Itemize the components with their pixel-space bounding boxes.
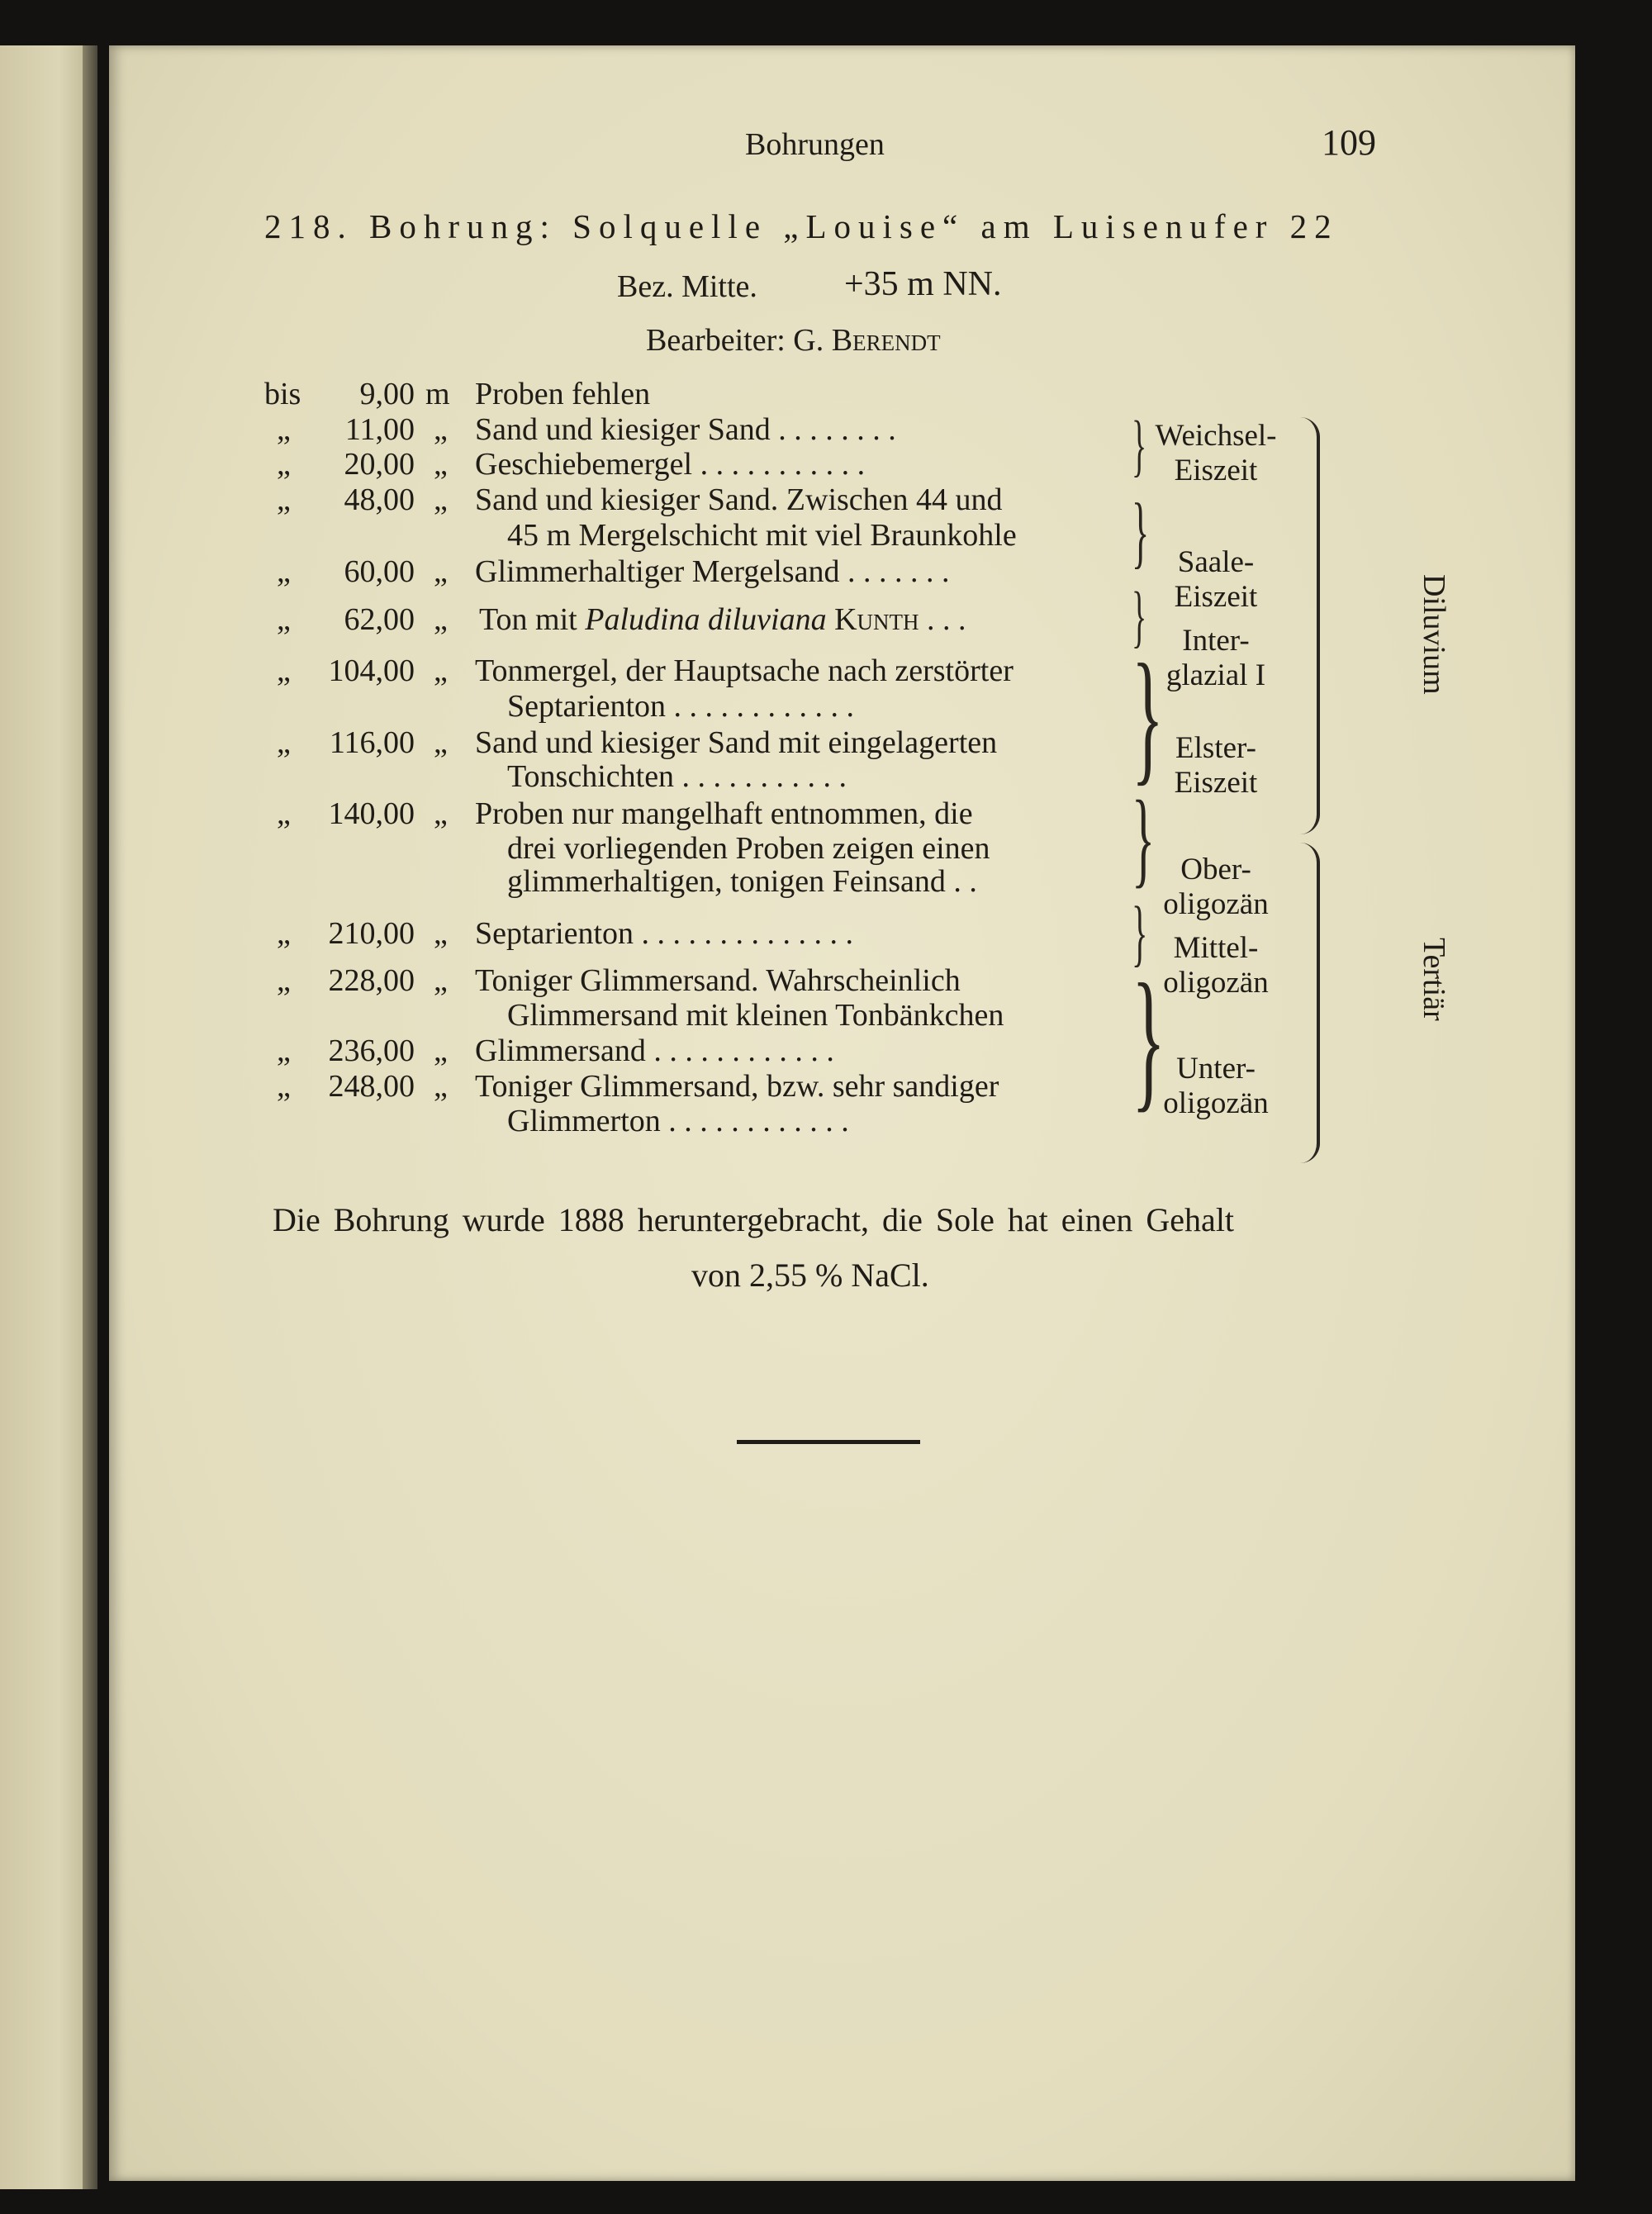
- stage-label-line: Inter-: [1182, 624, 1250, 658]
- row-depth: 248,00: [328, 1069, 415, 1104]
- row-depth: 48,00: [344, 482, 415, 517]
- row-description-continued: Glimmerton . . . . . . . . . . . .: [507, 1104, 849, 1138]
- brace-icon: }: [1132, 892, 1148, 974]
- stage-label-line: Unter-: [1176, 1052, 1256, 1086]
- stage-label-line: Eiszeit: [1174, 766, 1258, 800]
- stage-label-line: Elster-: [1175, 731, 1256, 765]
- row-description: Proben nur mangelhaft entnommen, die: [475, 796, 973, 831]
- row-unit: m: [425, 377, 450, 411]
- row-unit: „: [434, 916, 448, 951]
- row-description: Toniger Glimmersand, bzw. sehr sandiger: [475, 1069, 999, 1104]
- row-depth: 116,00: [329, 725, 415, 760]
- stage-label-line: Eiszeit: [1174, 454, 1258, 487]
- stage-label-line: oligozän: [1163, 887, 1269, 921]
- row-depth: 62,00: [344, 602, 415, 637]
- stage-label-line: Eiszeit: [1174, 580, 1258, 614]
- stage-label-unteroligozaen: [1137, 1052, 1294, 1121]
- editor-name: G. Berendt: [793, 323, 941, 358]
- footer-note-line1: Die Bohrung wurde 1888 heruntergebracht, die Sole hat einen Gehalt: [273, 1201, 1235, 1238]
- end-rule: [737, 1440, 920, 1444]
- district-label: Bez. Mitte.: [617, 269, 757, 304]
- row-unit: „: [434, 796, 448, 831]
- row-depth: 11,00: [344, 412, 415, 447]
- text-fragment: . . .: [919, 602, 966, 637]
- species-name: Paludina diluviana: [585, 602, 827, 637]
- brace-icon: }: [1132, 487, 1150, 577]
- row-description: Glimmersand . . . . . . . . . . . .: [475, 1033, 834, 1068]
- row-description-continued: 45 m Mergelschicht mit viel Braunkohle: [507, 518, 1017, 553]
- row-prefix: „: [277, 916, 291, 951]
- row-prefix: „: [277, 963, 291, 998]
- era-label-diluvium: Diluvium: [1417, 574, 1451, 695]
- row-unit: „: [434, 412, 448, 447]
- row-depth: 20,00: [344, 447, 415, 482]
- row-prefix: „: [277, 796, 291, 831]
- row-description-continued: Septarienton . . . . . . . . . . . .: [507, 689, 855, 724]
- editor-line: [646, 322, 941, 359]
- row-prefix: „: [277, 602, 291, 637]
- editor-label: Bearbeiter:: [646, 323, 786, 358]
- row-depth: 140,00: [328, 796, 415, 831]
- row-prefix: „: [277, 653, 291, 688]
- row-depth: 104,00: [328, 653, 415, 688]
- brace-icon: }: [1132, 953, 1166, 1126]
- row-prefix: bis: [264, 377, 301, 411]
- row-unit: „: [434, 447, 448, 482]
- row-unit: „: [434, 482, 448, 517]
- page-number: 109: [1322, 122, 1376, 163]
- stage-label-mitteloligozaen: [1137, 931, 1294, 1000]
- row-prefix: „: [277, 725, 291, 760]
- row-unit: „: [434, 602, 448, 637]
- brace-icon: }: [1132, 578, 1147, 655]
- brace-icon: }: [1132, 407, 1147, 484]
- row-description: Geschiebemergel . . . . . . . . . . .: [475, 447, 866, 482]
- row-unit: „: [434, 725, 448, 760]
- row-description: Sand und kiesiger Sand. Zwischen 44 und: [475, 482, 1003, 517]
- stage-label-elster: [1137, 731, 1294, 801]
- row-prefix: „: [277, 482, 291, 517]
- row-unit: „: [434, 653, 448, 688]
- tertiaer-bracket: [1298, 843, 1320, 1163]
- row-description-continued: drei vorliegenden Proben zeigen einen: [507, 831, 990, 866]
- row-description: Proben fehlen: [475, 377, 651, 411]
- row-prefix: „: [277, 1033, 291, 1068]
- stage-label-line: Saale-: [1177, 545, 1255, 579]
- stage-label-line: oligozän: [1163, 966, 1269, 1000]
- era-label-tertiaer: Tertiär: [1417, 938, 1451, 1021]
- book-spine: [83, 45, 97, 2189]
- row-depth: 228,00: [328, 963, 415, 998]
- stage-label-line: oligozän: [1163, 1086, 1269, 1120]
- brace-icon: }: [1132, 779, 1156, 898]
- footer-note-line2: von 2,55 % NaCl.: [691, 1257, 929, 1294]
- text-fragment: Ton mit: [479, 602, 586, 637]
- row-depth: 60,00: [344, 554, 415, 589]
- row-prefix: „: [277, 554, 291, 589]
- running-title: Bohrungen: [745, 127, 885, 162]
- row-depth: 9,00: [359, 377, 415, 411]
- page-title: 218. Bohrung: Solquelle „Louise“ am Luisenufer 22: [264, 207, 1339, 245]
- row-description: Glimmerhaltiger Mergelsand . . . . . . .: [475, 554, 950, 589]
- row-unit: „: [434, 963, 448, 998]
- row-unit: „: [434, 554, 448, 589]
- stage-label-interglazial: [1137, 624, 1294, 693]
- stage-label-line: Weichsel-: [1155, 419, 1277, 453]
- author-name: Kunth: [834, 602, 919, 637]
- stage-label-oberoligozaen: [1137, 853, 1294, 922]
- row-description-continued: Glimmersand mit kleinen Tonbänkchen: [507, 998, 1004, 1033]
- stage-label-saale: [1137, 545, 1294, 615]
- brace-icon: }: [1132, 634, 1164, 798]
- row-prefix: „: [277, 1069, 291, 1104]
- row-description: Septarienton . . . . . . . . . . . . . .: [475, 916, 854, 951]
- row-description-continued: Tonschichten . . . . . . . . . . .: [507, 759, 847, 794]
- row-depth: 236,00: [328, 1033, 415, 1068]
- book-page: [109, 45, 1575, 2181]
- facing-page-edge: [0, 45, 97, 2189]
- stage-label-line: Ober-: [1180, 853, 1251, 886]
- row-description: Tonmergel, der Hauptsache nach zerstörter: [475, 653, 1014, 688]
- row-description: Sand und kiesiger Sand mit eingelagerten: [475, 725, 998, 760]
- elevation-label: +35 m NN.: [844, 265, 1002, 303]
- row-description: Sand und kiesiger Sand . . . . . . . .: [475, 412, 896, 447]
- row-description: [479, 601, 966, 638]
- diluvium-bracket: [1298, 417, 1320, 834]
- row-description: Toniger Glimmersand. Wahrscheinlich: [475, 963, 961, 998]
- stage-label-line: Mittel-: [1173, 931, 1259, 965]
- row-unit: „: [434, 1033, 448, 1068]
- text-fragment: [827, 602, 835, 637]
- row-prefix: „: [277, 412, 291, 447]
- row-prefix: „: [277, 447, 291, 482]
- stage-label-line: glazial I: [1165, 658, 1266, 692]
- stage-label-weichsel: [1137, 419, 1294, 488]
- row-unit: „: [434, 1069, 448, 1104]
- row-depth: 210,00: [328, 916, 415, 951]
- row-description-continued: glimmerhaltigen, tonigen Feinsand . .: [507, 864, 977, 899]
